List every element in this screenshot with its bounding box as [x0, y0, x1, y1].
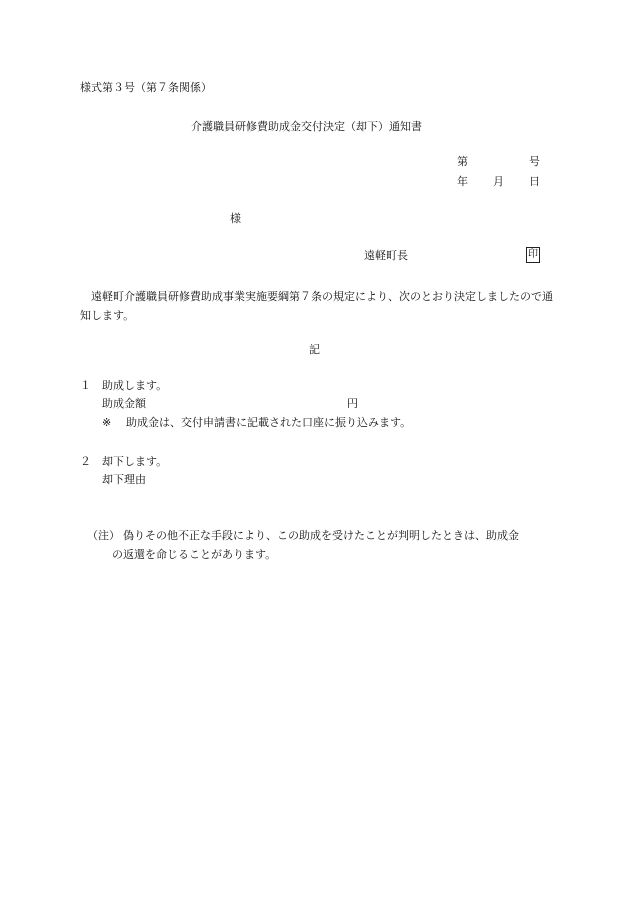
- footnote-line-1: 偽りその他不正な手段により、この助成を受けたことが判明したときは、助成金: [123, 529, 519, 542]
- footnote-line-2: の返還を命じることがあります。: [112, 548, 277, 561]
- body-paragraph: 遠軽町介護職員研修費助成事業実施要綱第７条の規定により、次のとおり決定しましたので通知します。: [80, 290, 553, 322]
- addressee-suffix: 様: [230, 212, 241, 225]
- reference-dai: 第: [457, 155, 468, 168]
- ki-heading: 記: [309, 343, 320, 356]
- item-1-label: 助成します。: [102, 379, 168, 392]
- yen-unit: 円: [347, 397, 358, 410]
- date-tsuki: 月: [493, 175, 504, 188]
- sender-name: 遠軽町長: [364, 249, 408, 262]
- item-2-number: ２: [80, 455, 91, 468]
- seal-mark: 印: [526, 247, 540, 263]
- amount-label: 助成金額: [102, 397, 146, 410]
- date-hi: 日: [529, 175, 540, 188]
- document-title: 介護職員研修費助成金交付決定（却下）通知書: [191, 120, 422, 133]
- item-2-label: 却下します。: [102, 455, 168, 468]
- note-mark: ※: [102, 416, 112, 429]
- reference-go: 号: [529, 155, 540, 168]
- footnote-text: [112, 526, 558, 564]
- item-1-number: １: [80, 379, 91, 392]
- footnote-label: （注）: [87, 529, 120, 542]
- transfer-note: 助成金は、交付申請書に記載された口座に振り込みます。: [126, 416, 412, 429]
- date-nen: 年: [457, 175, 468, 188]
- form-number: 様式第３号（第７条関係）: [80, 81, 212, 94]
- rejection-reason-label: 却下理由: [102, 473, 146, 486]
